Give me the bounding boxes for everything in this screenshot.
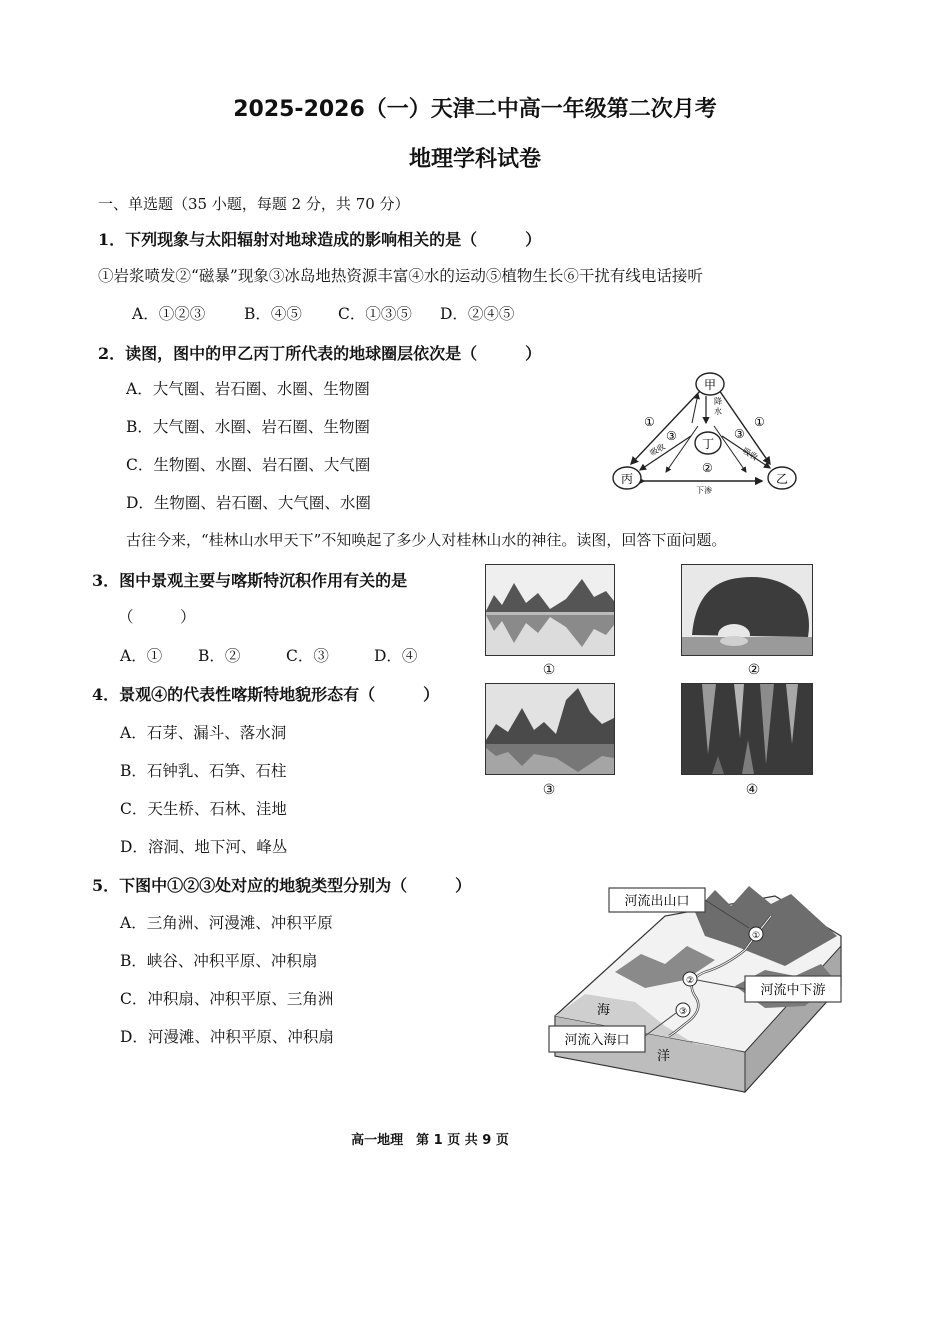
marker-left-1: ① — [644, 415, 655, 429]
q1-option-d[interactable]: D．②④⑤ — [440, 305, 515, 323]
label-sea-1: 海 — [597, 1003, 611, 1018]
exam-title: 2025-2026（一）天津二中高一年级第二次月考 — [233, 97, 717, 122]
marker-right-3: ③ — [734, 427, 745, 441]
sphere-diagram — [606, 368, 806, 498]
marker-right-1: ① — [754, 415, 765, 429]
photo-caption-3: ③ — [542, 782, 556, 798]
q3-option-d[interactable]: D．④ — [374, 647, 418, 665]
marker-left-3: ③ — [666, 429, 677, 443]
q5-option-b[interactable]: B．峡谷、冲积平原、冲积扇 — [120, 952, 318, 970]
node-bing-label: 丙 — [620, 472, 634, 486]
label-mouth: 河流入海口 — [564, 1033, 630, 1048]
q2-option-d[interactable]: D．生物圈、岩石圈、大气圈、水圈 — [126, 494, 371, 512]
photo-caption-1: ① — [542, 662, 556, 678]
label-xiashen: 下渗 — [696, 486, 712, 495]
label-jiangshui-1: 降 — [714, 397, 722, 406]
exam-subtitle: 地理学科试卷 — [408, 147, 541, 172]
node-jia-label: 甲 — [703, 378, 717, 392]
label-outlet: 河流出山口 — [624, 894, 690, 909]
label-xishou-right: 吸收 — [740, 446, 760, 463]
q1-option-b[interactable]: B．④⑤ — [244, 305, 302, 323]
label-jiangshui-2: 水 — [714, 407, 722, 416]
landform-diagram — [545, 876, 845, 1096]
q5-option-a[interactable]: A．三角洲、河漫滩、冲积平原 — [120, 914, 333, 932]
photo-caption-2: ② — [747, 662, 761, 678]
q4-option-d[interactable]: D．溶洞、地下河、峰丛 — [120, 838, 288, 856]
q3-option-c[interactable]: C．③ — [286, 647, 329, 665]
q2-stem: 2．读图，图中的甲乙丙丁所代表的地球圈层依次是（ ） — [98, 344, 542, 363]
guilin-intro: 古往今来，“桂林山水甲天下”不知唤起了多少人对桂林山水的神往。读图，回答下面问题。 — [126, 531, 727, 549]
q5-option-c[interactable]: C．冲积扇、冲积平原、三角洲 — [120, 990, 334, 1008]
q1-stem: 1．下列现象与太阳辐射对地球造成的影响相关的是（ ） — [98, 230, 542, 249]
node-ding-label: 丁 — [701, 437, 715, 451]
q3-option-a[interactable]: A．① — [120, 647, 163, 665]
label-middle: 河流中下游 — [760, 983, 826, 998]
map-marker-3: ③ — [678, 1007, 688, 1017]
section-heading: 一、单选题（35 小题，每题 2 分，共 70 分） — [98, 195, 410, 213]
photo-caption-4: ④ — [745, 782, 759, 798]
q5-option-d[interactable]: D．河漫滩、冲积平原、冲积扇 — [120, 1028, 334, 1046]
photo-landscape-3 — [485, 683, 615, 775]
label-xishou-left: 吸收 — [648, 441, 667, 458]
q1-items: ①岩浆喷发②“磁暴”现象③冰岛地热资源丰富④水的运动⑤植物生长⑥干扰有线电话接听 — [98, 267, 703, 285]
q4-option-a[interactable]: A．石芽、漏斗、落水洞 — [120, 724, 287, 742]
photo-landscape-2 — [681, 564, 813, 656]
q3-option-b[interactable]: B．② — [198, 647, 241, 665]
q4-stem: 4．景观④的代表性喀斯特地貌形态有（ ） — [92, 685, 440, 704]
q3-stem: 3．图中景观主要与喀斯特沉积作用有关的是 — [92, 571, 408, 590]
q2-option-c[interactable]: C．生物圈、水圈、岩石圈、大气圈 — [126, 456, 371, 474]
page-footer: 高一地理 第 1 页 共 9 页 — [351, 1133, 509, 1148]
q4-option-c[interactable]: C．天生桥、石林、洼地 — [120, 800, 287, 818]
q3-paren: （ ） — [118, 608, 196, 626]
q4-option-b[interactable]: B．石钟乳、石笋、石柱 — [120, 762, 287, 780]
node-yi-label: 乙 — [775, 472, 789, 486]
photo-landscape-1 — [485, 564, 615, 656]
q2-option-b[interactable]: B．大气圈、水圈、岩石圈、生物圈 — [126, 418, 370, 436]
label-sea-2: 洋 — [657, 1049, 671, 1064]
q1-option-a[interactable]: A．①②③ — [132, 305, 206, 323]
map-marker-1: ① — [751, 931, 761, 941]
marker-bottom-2: ② — [702, 461, 713, 475]
q2-option-a[interactable]: A．大气圈、岩石圈、水圈、生物圈 — [126, 380, 370, 398]
photo-landscape-4 — [681, 683, 813, 775]
map-marker-2: ② — [685, 976, 695, 986]
q5-stem: 5．下图中①②③处对应的地貌类型分别为（ ） — [92, 876, 472, 895]
q1-option-c[interactable]: C．①③⑤ — [338, 305, 412, 323]
